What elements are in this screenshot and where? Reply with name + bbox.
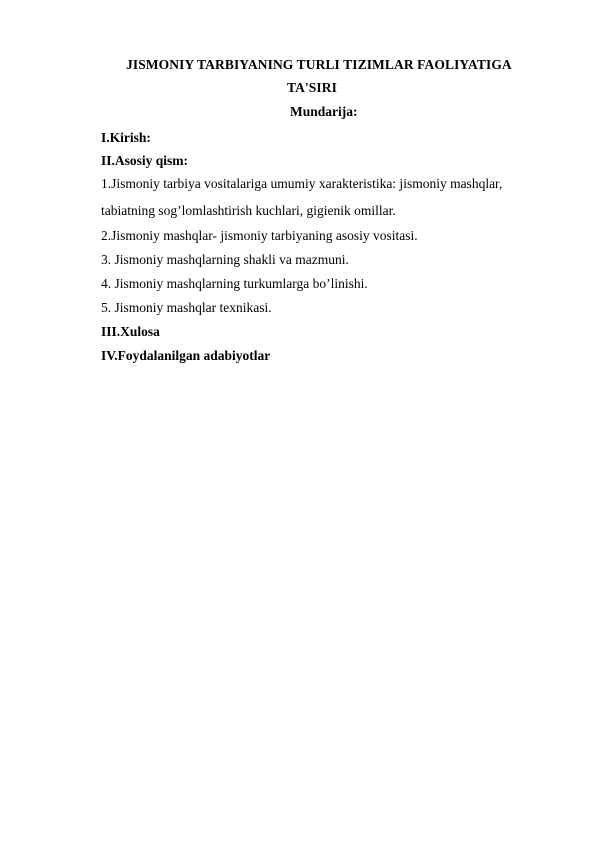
contents-item-3: 3. Jismoniy mashqlarning shakli va mazmuni. [101, 252, 349, 267]
contents-item-4: 4. Jismoniy mashqlarning turkumlarga bo’linishi. [101, 276, 368, 291]
contents-heading: Mundarija: [290, 104, 358, 119]
contents-item-5: 5. Jismoniy mashqlar texnikasi. [101, 300, 272, 315]
section-references: IV.Foydalanilgan adabiyotlar [101, 348, 271, 363]
contents-item-1-line-1: 1.Jismoniy tarbiya vositalariga umumiy xarakteristika: jismoniy mashqlar, [101, 176, 503, 191]
document-title-line-1: JISMONIY TARBIYANING TURLI TIZIMLAR FAOLIYATIGA [126, 57, 512, 72]
section-introduction: I.Kirish: [101, 130, 151, 145]
section-conclusion: III.Xulosa [101, 324, 160, 339]
document-title-line-2: TA'SIRI [287, 80, 337, 95]
contents-item-2: 2.Jismoniy mashqlar- jismoniy tarbiyaning asosiy vositasi. [101, 228, 418, 243]
section-main-part: II.Asosiy qism: [101, 153, 189, 168]
contents-item-1-line-2: tabiatning sog’lomlashtirish kuchlari, gigienik omillar. [101, 203, 396, 218]
